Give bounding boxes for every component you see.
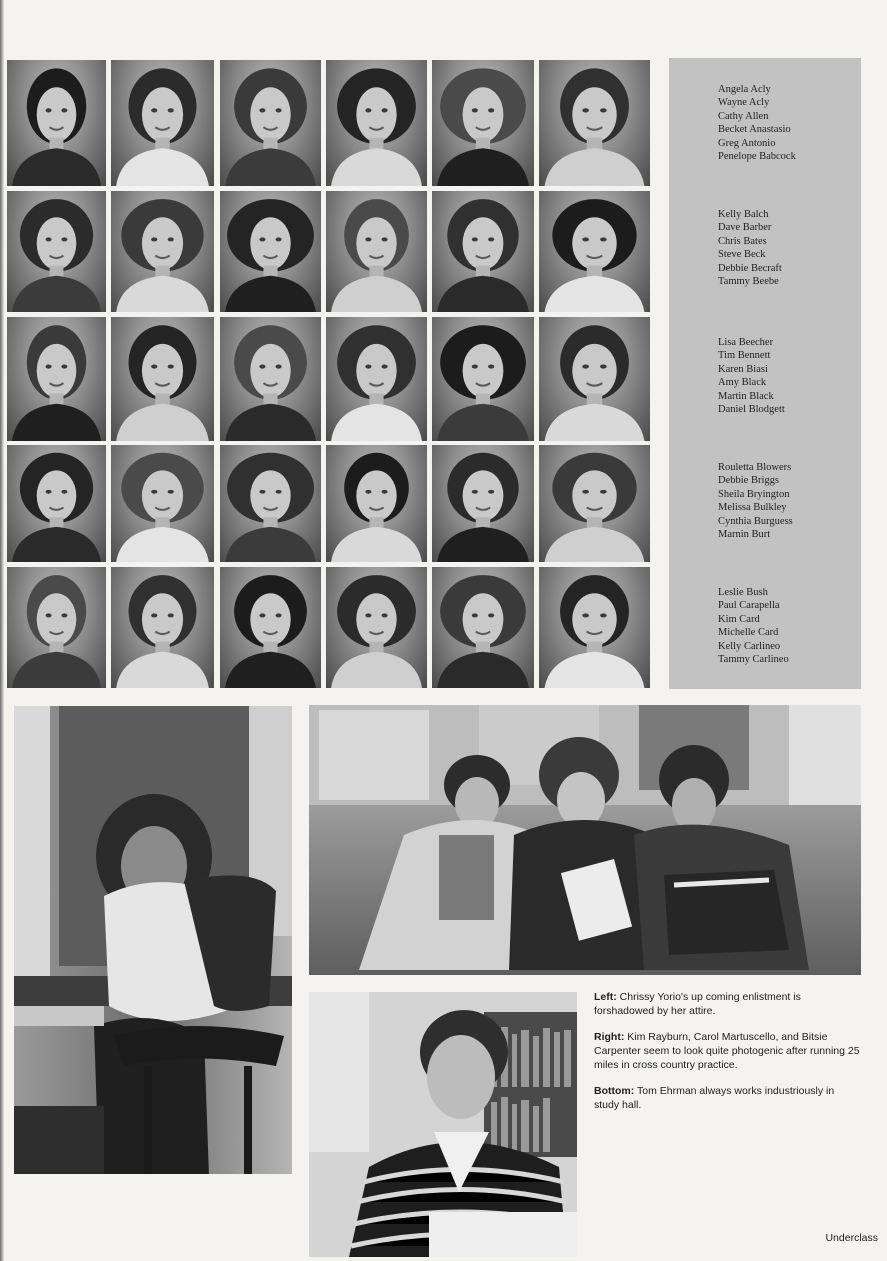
caption-left-text: Chrissy Yorio's up coming enlistment is forshadowed by her attire. <box>594 991 801 1017</box>
student-name: Lisa Beecher <box>718 337 774 348</box>
student-name: Sheila Bryington <box>718 488 790 500</box>
student-name: Debbie Briggs <box>718 475 779 487</box>
student-name: Paul Carapella <box>718 600 780 612</box>
portrait-grid <box>7 60 652 688</box>
student-name: Wayne Acly <box>718 97 770 109</box>
student-portrait <box>220 317 321 441</box>
names-panel <box>669 58 861 689</box>
photo-captions <box>594 990 862 1124</box>
name-group-row-4 <box>718 461 793 541</box>
student-portrait <box>220 191 321 312</box>
student-name: Steve Beck <box>718 249 766 261</box>
student-name: Tim Bennett <box>718 350 771 362</box>
student-portrait <box>539 60 650 186</box>
student-portrait <box>539 191 650 312</box>
student-name: Cynthia Burguess <box>718 515 793 527</box>
student-portrait <box>539 317 650 441</box>
student-name: Kelly Carlineo <box>718 640 781 652</box>
student-portrait <box>326 567 427 688</box>
student-portrait <box>539 445 650 562</box>
student-name: Marnin Burt <box>718 529 771 541</box>
student-portrait <box>7 317 106 441</box>
student-portrait <box>432 191 534 312</box>
student-name: Daniel Blodgett <box>718 404 785 416</box>
student-portrait <box>7 567 106 688</box>
student-portrait <box>111 445 214 562</box>
student-portrait <box>220 567 321 688</box>
student-name: Kim Card <box>718 613 760 625</box>
name-group-row-1 <box>718 83 796 163</box>
student-name: Michelle Card <box>718 627 779 639</box>
student-name: Rouletta Blowers <box>718 462 792 473</box>
student-name: Greg Antonio <box>718 137 776 149</box>
name-group-row-3 <box>718 336 785 416</box>
student-portrait <box>539 567 650 688</box>
name-group-row-2 <box>718 208 782 288</box>
photo-bottom-student-study-hall <box>309 992 577 1257</box>
student-name: Leslie Bush <box>718 587 768 598</box>
student-name: Debbie Becraft <box>718 262 782 274</box>
caption-bottom <box>594 1084 862 1112</box>
student-name: Martin Black <box>718 390 774 402</box>
student-name: Tammy Carlineo <box>718 654 789 666</box>
student-name: Dave Barber <box>718 222 772 234</box>
caption-right-text: Kim Rayburn, Carol Martuscello, and Bitsie Carpenter seem to look quite photogenic after running 25 miles in cross country practice. <box>594 1031 860 1071</box>
student-portrait <box>326 60 427 186</box>
photo-right-three-students <box>309 705 861 975</box>
caption-left-label: Left: <box>594 991 617 1003</box>
student-portrait <box>111 567 214 688</box>
student-name: Becket Anastasio <box>718 124 791 136</box>
student-name: Tammy Beebe <box>718 276 779 288</box>
name-group-row-5 <box>718 586 789 666</box>
caption-left <box>594 990 862 1018</box>
student-portrait <box>326 445 427 562</box>
student-portrait <box>220 445 321 562</box>
student-portrait <box>432 317 534 441</box>
student-portrait <box>432 445 534 562</box>
student-portrait <box>7 445 106 562</box>
caption-right <box>594 1030 862 1072</box>
student-portrait <box>7 191 106 312</box>
photo-left-student-at-desk <box>14 706 292 1174</box>
student-name: Chris Bates <box>718 235 767 247</box>
student-portrait <box>326 317 427 441</box>
student-portrait <box>7 60 106 186</box>
student-name: Melissa Bulkley <box>718 502 787 514</box>
student-name: Kelly Balch <box>718 209 769 220</box>
student-name: Cathy Allen <box>718 110 769 122</box>
page-binding-edge <box>0 0 4 1261</box>
student-name: Amy Black <box>718 377 767 389</box>
student-portrait <box>432 60 534 186</box>
student-portrait <box>111 191 214 312</box>
student-portrait <box>432 567 534 688</box>
student-portrait <box>326 191 427 312</box>
caption-bottom-text: Tom Ehrman always works industriously in study hall. <box>594 1085 835 1111</box>
student-portrait <box>220 60 321 186</box>
student-name: Karen Biasi <box>718 363 768 375</box>
student-portrait <box>111 317 214 441</box>
student-name: Angela Acly <box>718 84 771 95</box>
caption-bottom-label: Bottom: <box>594 1085 635 1097</box>
caption-right-label: Right: <box>594 1031 625 1043</box>
student-name: Penelope Babcock <box>718 151 796 163</box>
section-footer: Underclass <box>825 1232 878 1244</box>
student-portrait <box>111 60 214 186</box>
